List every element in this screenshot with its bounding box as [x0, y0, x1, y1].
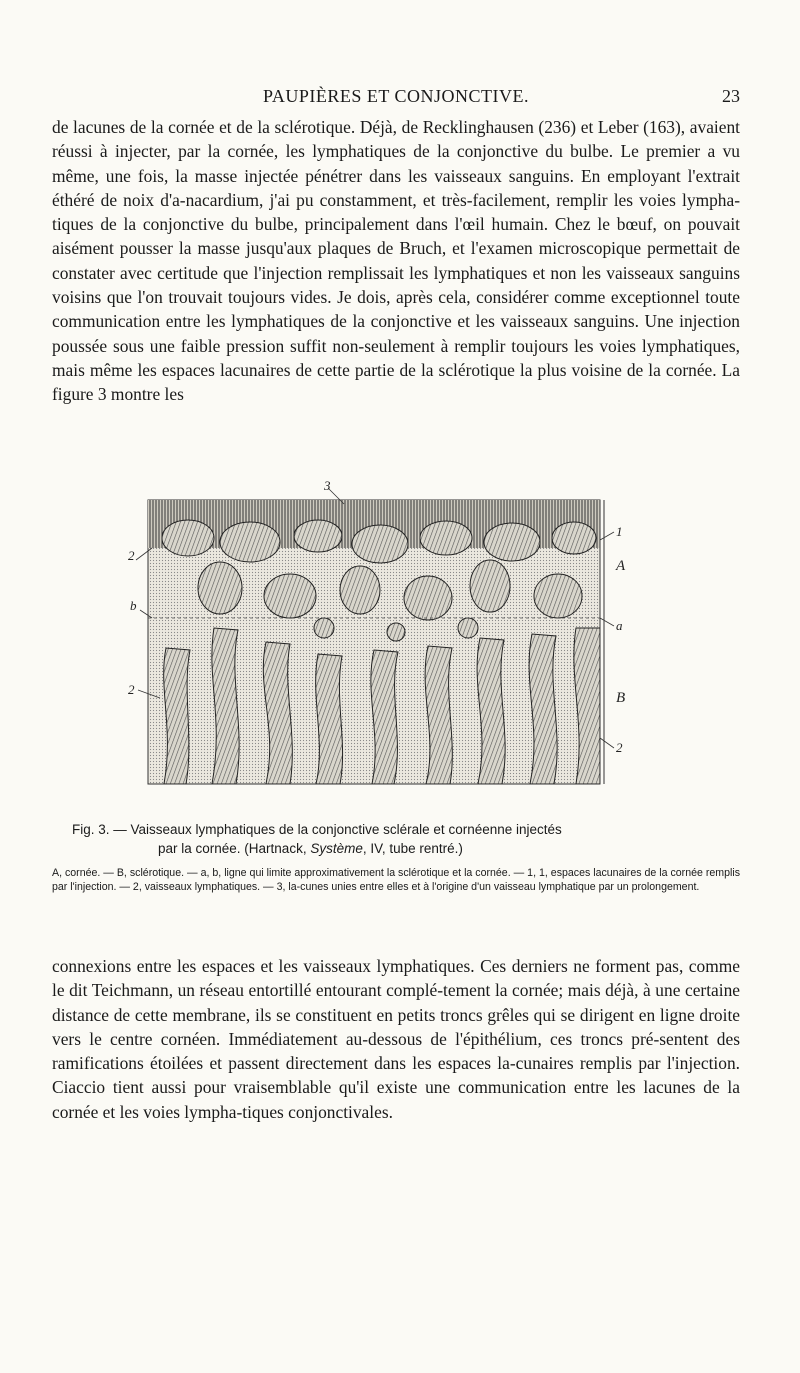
caption-line-2: [72, 839, 732, 858]
caption-line-2-post: , IV, tube rentré.): [362, 841, 463, 856]
label-1: 1: [616, 524, 623, 539]
running-header: [52, 86, 740, 110]
label-b: b: [130, 598, 137, 613]
label-2-right: 2: [616, 740, 623, 755]
figure-3: [128, 478, 718, 808]
caption-line-1: Fig. 3. — Vaisseaux lymphatiques de la conjonctive sclérale et cornéenne injectés: [72, 822, 562, 837]
body-paragraph-1: de lacunes de la cornée et de la sclérotique. Déjà, de Recklinghausen (236) et Leber (163), avaient réussi à injecter, par la cornée, les lymphatiques de la conjonctive du bulbe. Le premier a vu même, une fois, la masse injectée pénétrer dans les vaisseaux sanguins. En employant l'extrait éthéré de noix d'a-nacardium, j'ai pu constamment, et très-facilement, remplir les voies lympha-tiques de la conjonctive du bulbe, principalement dans l'œil humain. Chez le bœuf, on pouvait aisément pousser la masse jusqu'aux plaques de Bruch, et l'examen microscopique permettait de constater avec certitude que l'injection remplissait les lymphatiques et non les vaisseaux sanguins voisins que l'on trouvait toujours vides. Je dois, après cela, considérer comme exceptionnel toute communication entre les lymphatiques de la conjonctive et les vaisseaux sanguins. Une injection poussée sous une faible pression suffit non-seulement à remplir toujours les voies lymphatiques, mais même les espaces lacunaires de cette partie de la sclérotique la plus voisine de la cornée. La figure 3 montre les: [52, 117, 740, 405]
label-A: A: [616, 558, 626, 574]
body-paragraph-2: connexions entre les espaces et les vaisseaux lymphatiques. Ces derniers ne forment pas, comme le dit Teichmann, un réseau entortillé entourant complé-tement la cornée; mais déjà, à une certaine distance de cette membrane, ils se constituent en petits troncs grêles qui se dirigent en ligne droite vers le centre cornéen. Immédiatement au-dessous de l'épithélium, ces troncs pré-sentent des ramifications étoilées et passent directement dans les espaces la-cunaires remplis par l'injection. Ciaccio tient aussi pour vraisemblable qu'il existe une communication entre les lacunes de la cornée et les voies lympha-tiques conjonctivales.: [52, 956, 740, 1122]
pointer-1: [600, 532, 614, 540]
figure-legend: A, cornée. — B, sclérotique. — a, b, ligne qui limite approximativement la sclérotique et la cornée. — 1, 1, espaces lacunaires de la cornée remplis par l'injection. — 2, vaisseaux lymphatiques. — 3, la-cunes unies entre elles et à l'origine d'un vaisseau lymphatique par un prolongement.: [52, 867, 740, 894]
label-2-left-top: 2: [128, 548, 135, 563]
header-title: PAUPIÈRES ET CONJONCTIVE.: [262, 86, 530, 106]
lymphatic-vessels: [164, 628, 600, 784]
label-2-left-bottom: 2: [128, 682, 135, 697]
caption-line-2-pre: par la cornée. (Hartnack,: [158, 841, 311, 856]
figure-illustration: [128, 478, 718, 808]
label-3: 3: [324, 478, 331, 493]
pointer-2-right: [600, 738, 614, 748]
figure-caption: [72, 820, 732, 858]
page-number: 23: [722, 86, 740, 106]
caption-line-2-em: Système: [310, 841, 363, 856]
label-B: B: [616, 690, 626, 706]
label-a: a: [616, 618, 623, 633]
pointer-a: [600, 618, 614, 626]
